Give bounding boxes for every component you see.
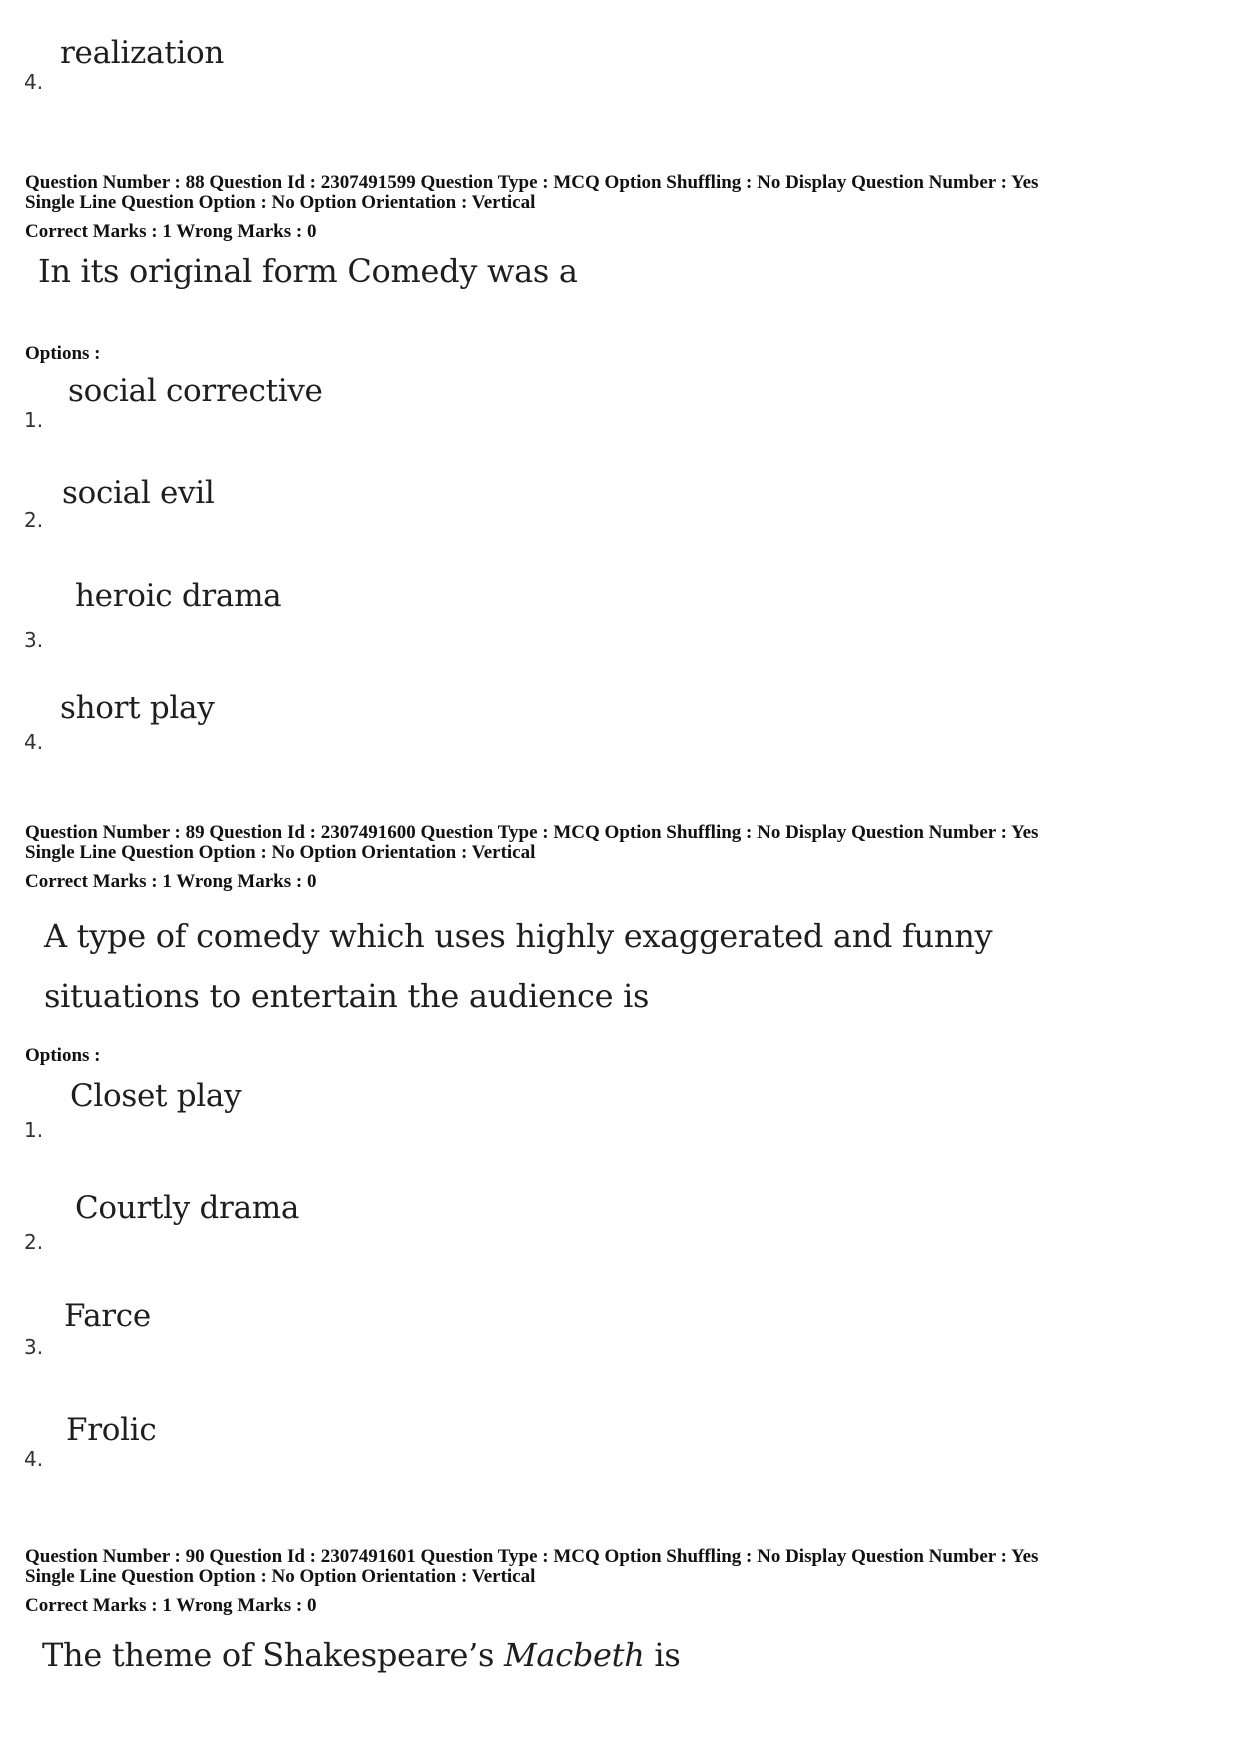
question-stem-part2: is (644, 1636, 681, 1674)
option-number: 4. (24, 1447, 44, 1471)
question-meta-line2: Single Line Question Option : No Option Orientation : Vertical (25, 842, 536, 863)
option-text: social corrective (68, 373, 323, 409)
option-number: 4. (24, 730, 44, 754)
option-text: short play (60, 690, 215, 726)
question-meta-line2: Single Line Question Option : No Option Orientation : Vertical (25, 192, 536, 213)
option-text: Frolic (66, 1412, 157, 1448)
question-meta-line2: Single Line Question Option : No Option Orientation : Vertical (25, 1566, 536, 1587)
option-text: realization (60, 35, 224, 71)
option-text: social evil (62, 475, 215, 511)
question-stem (42, 1636, 680, 1674)
question-marks: Correct Marks : 1 Wrong Marks : 0 (25, 221, 317, 242)
option-text: heroic drama (75, 578, 282, 614)
option-text: Courtly drama (75, 1190, 300, 1226)
option-number: 2. (24, 1230, 44, 1254)
question-marks: Correct Marks : 1 Wrong Marks : 0 (25, 1595, 317, 1616)
question-marks: Correct Marks : 1 Wrong Marks : 0 (25, 871, 317, 892)
option-number: 3. (24, 1335, 44, 1359)
question-stem: In its original form Comedy was a (38, 252, 578, 290)
question-stem-line1: A type of comedy which uses highly exaggerated and funny (44, 917, 993, 955)
question-meta-line1: Question Number : 89 Question Id : 2307491600 Question Type : MCQ Option Shuffling : No Display Question Number : Yes (25, 822, 1039, 843)
option-text: Farce (64, 1298, 151, 1334)
option-number: 3. (24, 628, 44, 652)
options-label: Options : (25, 343, 101, 364)
question-stem-line2: situations to entertain the audience is (44, 977, 650, 1015)
question-stem-part1: The theme of Shakespeare’s (42, 1636, 504, 1674)
option-number: 2. (24, 508, 44, 532)
question-meta-line1: Question Number : 88 Question Id : 2307491599 Question Type : MCQ Option Shuffling : No Display Question Number : Yes (25, 172, 1039, 193)
option-number: 1. (24, 408, 44, 432)
option-text: Closet play (70, 1078, 242, 1114)
question-stem-title: Macbeth (503, 1636, 645, 1674)
option-number: 4. (24, 70, 44, 94)
option-number: 1. (24, 1118, 44, 1142)
question-meta-line1: Question Number : 90 Question Id : 2307491601 Question Type : MCQ Option Shuffling : No Display Question Number : Yes (25, 1546, 1039, 1567)
options-label: Options : (25, 1045, 101, 1066)
